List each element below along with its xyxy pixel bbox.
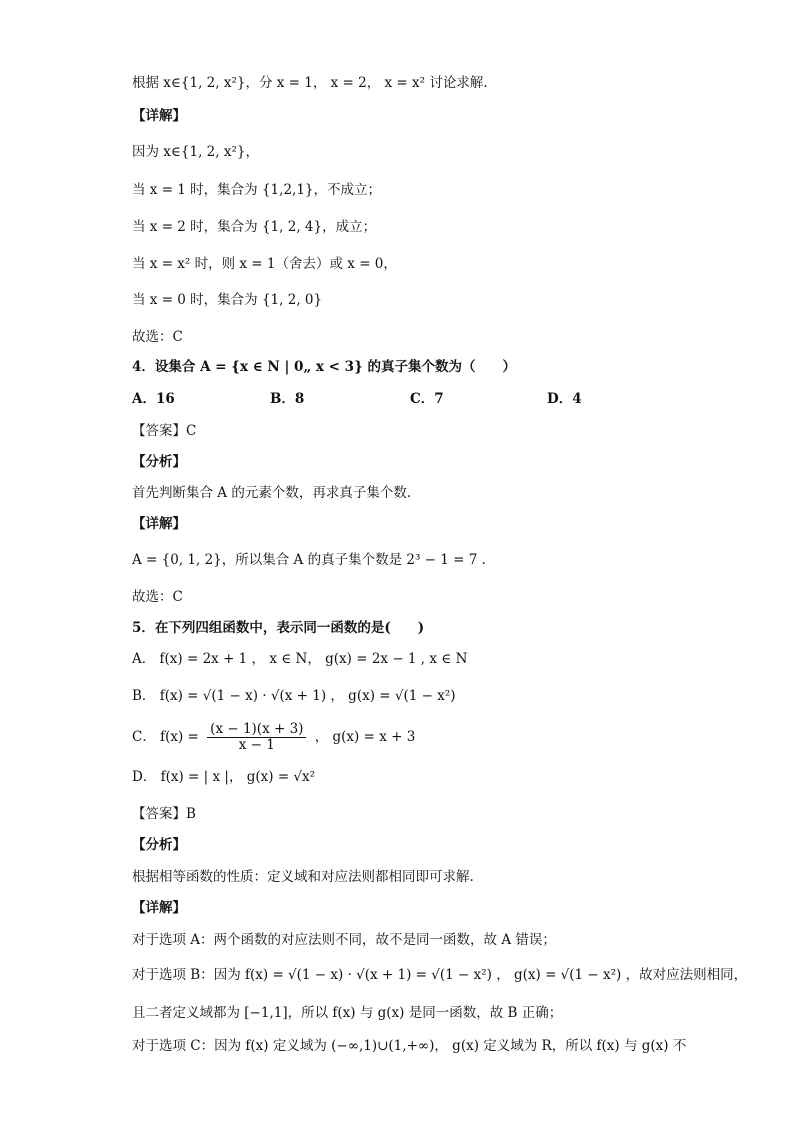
option-c-suffix: ， g(x) = x + 3 — [314, 729, 416, 745]
option-b: B．8 — [270, 391, 305, 407]
answer-4: 【答案】C — [132, 423, 197, 439]
fraction-denominator: x − 1 — [238, 737, 275, 753]
detail-5-c: 对于选项 C：因为 f(x) 定义域为 (−∞,1)∪(1,+∞)， g(x) 定义域为 R，所以 f(x) 与 g(x) 不 — [132, 1038, 687, 1054]
question-5-option-c — [132, 720, 754, 754]
option-d: D．4 — [547, 391, 582, 407]
detail-5-b-2: 且二者定义域都为 [−1,1]，所以 f(x) 与 g(x) 是同一函数，故 B 正确； — [132, 1005, 563, 1021]
text-line-4: 当 x = 1 时，集合为 {1,2,1}，不成立； — [132, 182, 381, 198]
choice-4: 故选：C — [132, 589, 183, 605]
text-line-1: 根据 x∈{1, 2, x²}，分 x = 1， x = 2， x = x² 讨论求解. — [132, 75, 488, 91]
fraction-numerator: (x − 1)(x + 3) — [207, 722, 306, 738]
text-line-7: 当 x = 0 时，集合为 {1, 2, 0} — [132, 292, 323, 308]
detail-heading-5: 【详解】 — [132, 900, 186, 916]
question-4-stem: 4．设集合 A = {x ∈ N | 0„ x < 3} 的真子集个数为（ ） — [132, 359, 516, 375]
detail-heading-1: 【详解】 — [132, 108, 186, 124]
option-c-prefix: C． f(x) = — [132, 729, 199, 745]
detail-4: A = {0, 1, 2}，所以集合 A 的真子集个数是 2³ − 1 = 7 . — [132, 552, 486, 568]
question-5-option-b: B． f(x) = √(1 − x) · √(x + 1) ， g(x) = √(1 − x²) — [132, 688, 456, 704]
option-c-fraction — [207, 722, 306, 753]
detail-5-a: 对于选项 A：两个函数的对应法则不同，故不是同一函数，故 A 错误； — [132, 932, 556, 948]
question-5-option-a: A． f(x) = 2x + 1 ， x ∈ N， g(x) = 2x − 1 , x ∈ N — [132, 651, 468, 667]
analysis-4: 首先判断集合 A 的元素个数，再求真子集个数. — [132, 485, 412, 501]
question-5-option-d: D． f(x) = | x |， g(x) = √x² — [132, 769, 316, 785]
answer-5: 【答案】B — [132, 806, 196, 822]
detail-5-b-1: 对于选项 B：因为 f(x) = √(1 − x) · √(x + 1) = √(1 − x²) ， g(x) = √(1 − x²) ，故对应法则相同， — [132, 967, 748, 983]
option-c: C．7 — [410, 391, 444, 407]
question-5-stem: 5．在下列四组函数中，表示同一函数的是( ) — [132, 620, 425, 636]
analysis-5: 根据相等函数的性质：定义域和对应法则都相同即可求解. — [132, 869, 474, 885]
text-line-8: 故选：C — [132, 329, 183, 345]
text-line-3: 因为 x∈{1, 2, x²}， — [132, 144, 259, 160]
option-a: A．16 — [132, 391, 175, 407]
analysis-heading-4: 【分析】 — [132, 454, 186, 470]
text-line-6: 当 x = x² 时，则 x = 1（舍去）或 x = 0， — [132, 256, 397, 272]
text-line-5: 当 x = 2 时，集合为 {1, 2, 4}，成立； — [132, 219, 377, 235]
detail-heading-4: 【详解】 — [132, 516, 186, 532]
analysis-heading-5: 【分析】 — [132, 837, 186, 853]
